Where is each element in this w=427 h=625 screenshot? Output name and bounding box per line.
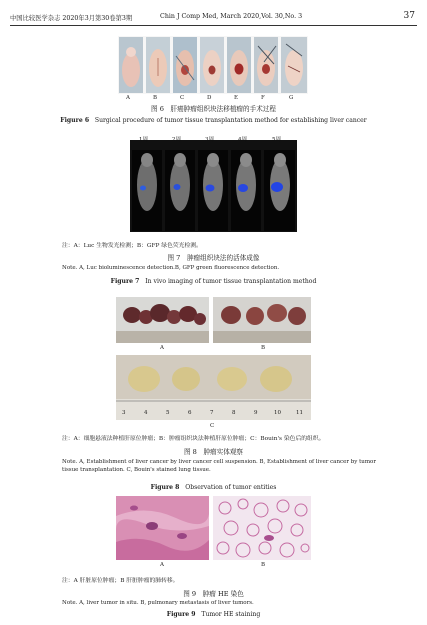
ruler-number: 3 bbox=[122, 410, 126, 416]
fig9-caption-en-text: Tumor HE staining bbox=[201, 611, 261, 618]
fig6-caption-cn: 图 6 肝癌肿瘤组织块法移植瘤的手术过程 bbox=[151, 105, 276, 113]
fig6-caption-en-label: Figure 6 bbox=[60, 117, 90, 124]
fig6-panel-label-g: G bbox=[289, 95, 294, 101]
ruler-number: 7 bbox=[210, 410, 214, 416]
fig7-note-en: Note. A, Luc bioluminescence detection.B, GFP green fluorescence detection. bbox=[62, 265, 280, 271]
fig8-ruler bbox=[116, 410, 311, 420]
fig6-panel-label-d: D bbox=[207, 95, 212, 101]
fig6-caption-en-text: Surgical procedure of tumor tissue transplantation method for establishing liver cancer bbox=[94, 117, 367, 124]
figure9-photo-a bbox=[116, 496, 209, 560]
fig9-note-cn: 注：A 肝脏原位肿瘤；B 肝脏肿瘤的肺转移。 bbox=[62, 578, 179, 584]
fig7-week-label-1: 1周 bbox=[139, 137, 148, 143]
figure8-photo-a bbox=[116, 297, 209, 343]
fig7-week-label-2: 2周 bbox=[172, 137, 181, 143]
figure7-photo bbox=[130, 140, 297, 232]
ruler-number: 8 bbox=[232, 410, 236, 416]
fig9-panel-label-a: A bbox=[160, 562, 164, 568]
fig7-caption-cn: 图 7 肿瘤组织块法的活体成像 bbox=[167, 254, 260, 262]
figure9-photo-b bbox=[213, 496, 311, 560]
header-rule bbox=[10, 25, 417, 26]
fig8-panel-label-b: B bbox=[261, 345, 266, 351]
fig8-panel-label-c: C bbox=[210, 423, 215, 429]
running-header-en: Chin J Comp Med, March 2020,Vol. 30,No. 3 bbox=[160, 13, 303, 20]
fig8-note-cn: 注：A：细胞悬液法种植肝原位肿瘤；B：肿瘤组织块法种植肝原位肿瘤；C：Bouin's 染色后的组织。 bbox=[62, 436, 325, 442]
fig7-week-label-3: 3周 bbox=[205, 137, 214, 143]
ruler-number: 10 bbox=[274, 410, 281, 416]
fig6-panel-label-b: B bbox=[153, 95, 158, 101]
fig7-note-cn: 注：A：Luc 生物发光检测；B：GFP 绿色荧光检测。 bbox=[62, 243, 202, 249]
ruler-number: 4 bbox=[144, 410, 148, 416]
fig7-caption-en-label: Figure 7 bbox=[110, 278, 140, 285]
fig9-caption-en bbox=[0, 611, 427, 618]
fig9-note-en: Note. A, liver tumor in situ. B, pulmonary metastasis of liver tumors. bbox=[62, 600, 254, 606]
ruler-number: 11 bbox=[296, 410, 303, 416]
fig6-panel-label-c: C bbox=[180, 95, 185, 101]
figure6-photo bbox=[118, 36, 308, 94]
fig8-note-en: Note. A, Establishment of liver cancer by liver cancer cell suspension. B, Establishment of liver cancer by tumor tissue transplantation. C, Bouin's stained lung tissue. bbox=[62, 459, 376, 474]
ruler-number: 6 bbox=[188, 410, 192, 416]
fig8-caption-en-text: Observation of tumor entities bbox=[185, 484, 277, 491]
fig6-panel-label-a: A bbox=[126, 95, 130, 101]
fig8-panel-label-a: A bbox=[160, 345, 164, 351]
page-number: 37 bbox=[403, 11, 415, 21]
fig6-panel-label-f: F bbox=[261, 95, 265, 101]
running-header-cn: 中国比较医学杂志 2020年3月第30卷第3期 bbox=[10, 15, 133, 22]
fig8-caption-en-label: Figure 8 bbox=[150, 484, 180, 491]
fig9-caption-en-label: Figure 9 bbox=[166, 611, 196, 618]
fig9-caption-cn: 图 9 肿瘤 HE 染色 bbox=[183, 590, 244, 598]
fig9-panel-label-b: B bbox=[261, 562, 266, 568]
fig7-week-label-4: 4周 bbox=[238, 137, 247, 143]
fig8-caption-cn: 图 8 肿瘤实体观察 bbox=[183, 448, 244, 456]
fig6-caption-en bbox=[0, 117, 427, 124]
figure8-photo-b bbox=[213, 297, 311, 343]
fig7-week-label-5: 5周 bbox=[272, 137, 281, 143]
fig6-panel-label-e: E bbox=[234, 95, 239, 101]
fig8-caption-en bbox=[0, 484, 427, 491]
ruler-number: 5 bbox=[166, 410, 170, 416]
fig7-caption-en-text: In vivo imaging of tumor tissue transplantation method bbox=[145, 278, 317, 285]
ruler-number: 9 bbox=[254, 410, 258, 416]
fig7-caption-en bbox=[0, 278, 427, 285]
